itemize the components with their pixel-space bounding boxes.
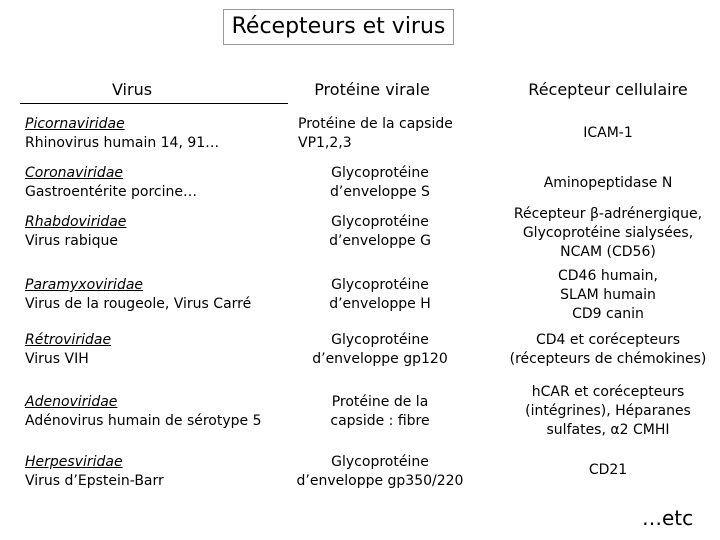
virus-family: Rhabdoviridae	[25, 214, 127, 230]
table-row-virus	[25, 164, 295, 202]
virus-name: Virus de la rougeole, Virus Carré	[25, 296, 252, 312]
viral-protein: Glycoprotéine d’enveloppe gp120	[312, 332, 448, 367]
table-row-virus	[25, 276, 295, 314]
virus-family: Herpesviridae	[25, 454, 123, 470]
table-row-virus	[25, 331, 295, 369]
column-header-receptor: Récepteur cellulaire	[528, 80, 688, 99]
virus-name: Virus VIH	[25, 351, 89, 367]
virus-family: Coronaviridae	[25, 165, 124, 181]
virus-family: Picornaviridae	[25, 116, 125, 132]
table-row-virus	[25, 115, 295, 153]
table-row-virus	[25, 213, 295, 251]
viral-protein: Glycoprotéine d’enveloppe S	[330, 165, 430, 200]
cell-receptor: CD4 et corécepteurs (récepteurs de chémokines)	[509, 332, 707, 367]
etc-note: …etc	[642, 506, 694, 530]
viral-protein: Protéine de la capside VP1,2,3	[298, 116, 453, 151]
cell-receptor: CD46 humain, SLAM humain CD9 canin	[558, 268, 658, 322]
viral-protein: Glycoprotéine d’enveloppe H	[329, 277, 431, 312]
column-header-virus: Virus	[111, 80, 153, 99]
cell-receptor: hCAR et corécepteurs (intégrines), Héparanes sulfates, α2 CMHI	[525, 384, 691, 438]
table-row-virus	[25, 393, 295, 431]
cell-receptor: Aminopeptidase N	[543, 175, 673, 191]
virus-family: Rétroviridae	[25, 332, 112, 348]
virus-family: Adenoviridae	[25, 394, 118, 410]
virus-family: Paramyxoviridae	[25, 277, 144, 293]
cell-receptor: Récepteur β-adrénergique, Glycoprotéine sialysées, NCAM (CD56)	[513, 206, 703, 260]
cell-receptor: CD21	[588, 462, 628, 478]
virus-name: Rhinovirus humain 14, 91…	[25, 135, 220, 151]
virus-name: Adénovirus humain de sérotype 5	[25, 413, 262, 429]
virus-name: Gastroentérite porcine…	[25, 184, 197, 200]
cell-receptor: ICAM-1	[583, 125, 633, 141]
virus-name: Virus d’Epstein-Barr	[25, 473, 164, 489]
virus-name: Virus rabique	[25, 233, 119, 249]
column-header-protein: Protéine virale	[314, 80, 430, 99]
page-title: Récepteurs et virus	[223, 9, 454, 45]
table-row-virus	[25, 453, 295, 491]
viral-protein: Protéine de la capside : fibre	[330, 394, 430, 429]
viral-protein: Glycoprotéine d’enveloppe gp350/220	[296, 454, 464, 489]
viral-protein: Glycoprotéine d’enveloppe G	[329, 214, 431, 249]
